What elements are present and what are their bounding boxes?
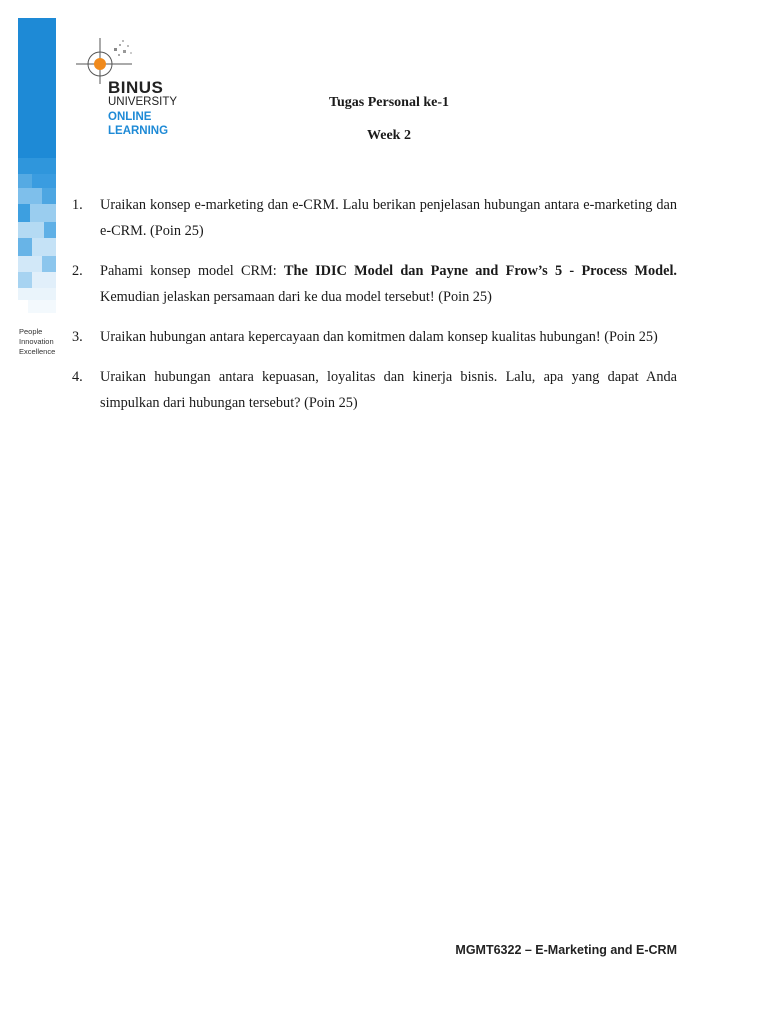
tagline (19, 327, 55, 357)
question-text: Uraikan hubungan antara kepercayaan dan komitmen dalam konsep kualitas hubungan! (Poin 25) (100, 329, 658, 345)
question-text: Kemudian jelaskan persamaan dari ke dua model tersebut! (Poin 25) (100, 289, 492, 305)
question-number: 1. (72, 197, 83, 213)
tagline-excellence: Excellence (19, 347, 56, 356)
week-label: Week 2 (367, 128, 411, 143)
logo-university: UNIVERSITY (108, 96, 178, 108)
question-item (72, 324, 677, 350)
question-item (72, 364, 677, 416)
question-item (72, 258, 677, 310)
question-number: 4. (72, 369, 83, 385)
tagline-people: People (19, 327, 43, 336)
question-text: Uraikan konsep e-marketing dan e-CRM. Lalu berikan penjelasan hubungan antara e-marketing dan e-CRM. (Poin 25) (100, 197, 677, 239)
logo-online: ONLINE (108, 111, 152, 123)
question-number: 2. (72, 263, 83, 279)
question-item (72, 192, 677, 244)
tagline-innovation: Innovation (19, 337, 54, 346)
question-number: 3. (72, 329, 83, 345)
question-list (72, 192, 677, 430)
logo-binus: BINUS (108, 78, 164, 97)
question-emphasis: The IDIC Model dan Payne and Frow’s 5 - Process Model. (284, 263, 677, 279)
logo-learning: LEARNING (108, 125, 169, 137)
assignment-title: Tugas Personal ke-1 (328, 95, 450, 110)
course-footer: MGMT6322 – E-Marketing and E-CRM (455, 943, 677, 957)
question-text: Uraikan hubungan antara kepuasan, loyalitas dan kinerja bisnis. Lalu, apa yang dapat Anda simpulkan dari hubungan tersebut? (Poin 25) (100, 369, 677, 411)
side-decoration-bar (18, 18, 56, 313)
question-text: Pahami konsep model CRM: (100, 263, 284, 279)
